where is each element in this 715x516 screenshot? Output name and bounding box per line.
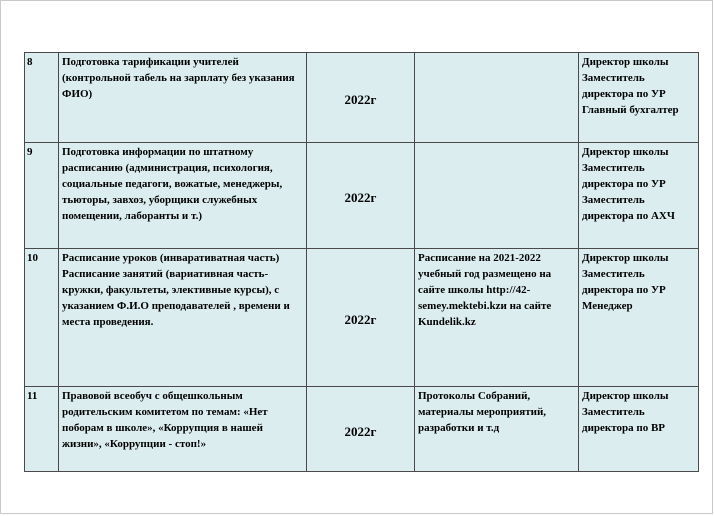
task-cell: Расписание уроков (инваративатная часть) Расписание занятий (вариативная часть-кружки, факультеты, элективные курсы), с указанием Ф.И.О преподавателей , времени и места проведения. (59, 249, 307, 387)
table-row (25, 143, 699, 249)
table-row (25, 53, 699, 143)
responsible-cell: Директор школы Заместитель директора по ВР (579, 387, 699, 472)
task-cell: Правовой всеобуч с общешкольным родительским комитетом по темам: «Нет поборам в школе», «Коррупция в нашей жизни», «Коррупции - стоп!» (59, 387, 307, 472)
date-cell: 2022г (307, 53, 415, 143)
result-cell (415, 53, 579, 143)
date-cell: 2022г (307, 143, 415, 249)
task-cell: Подготовка информации по штатному расписанию (администрация, психология, социальные педагоги, вожатые, менеджеры, тьюторы, завхоз, уборщики служебных помещении, лаборанты и т.) (59, 143, 307, 249)
row-number: 8 (25, 53, 59, 143)
plan-table (24, 52, 699, 472)
row-number: 10 (25, 249, 59, 387)
table-row (25, 249, 699, 387)
result-cell (415, 143, 579, 249)
result-cell: Расписание на 2021-2022 учебный год размещено на сайте школы http://42-semey.mektebi.kzи на сайте Kundelik.kz (415, 249, 579, 387)
date-cell: 2022г (307, 249, 415, 387)
row-number: 9 (25, 143, 59, 249)
row-number: 11 (25, 387, 59, 472)
responsible-cell: Директор школы Заместитель директора по УР Заместитель директора по АХЧ (579, 143, 699, 249)
responsible-cell: Директор школы Заместитель директора по УР Менеджер (579, 249, 699, 387)
table-row (25, 387, 699, 472)
date-cell: 2022г (307, 387, 415, 472)
responsible-cell: Директор школы Заместитель директора по УР Главный бухгалтер (579, 53, 699, 143)
result-cell: Протоколы Собраний, материалы мероприятий, разработки и т.д (415, 387, 579, 472)
task-cell: Подготовка тарификации учителей (контрольной табель на зарплату без указания ФИО) (59, 53, 307, 143)
